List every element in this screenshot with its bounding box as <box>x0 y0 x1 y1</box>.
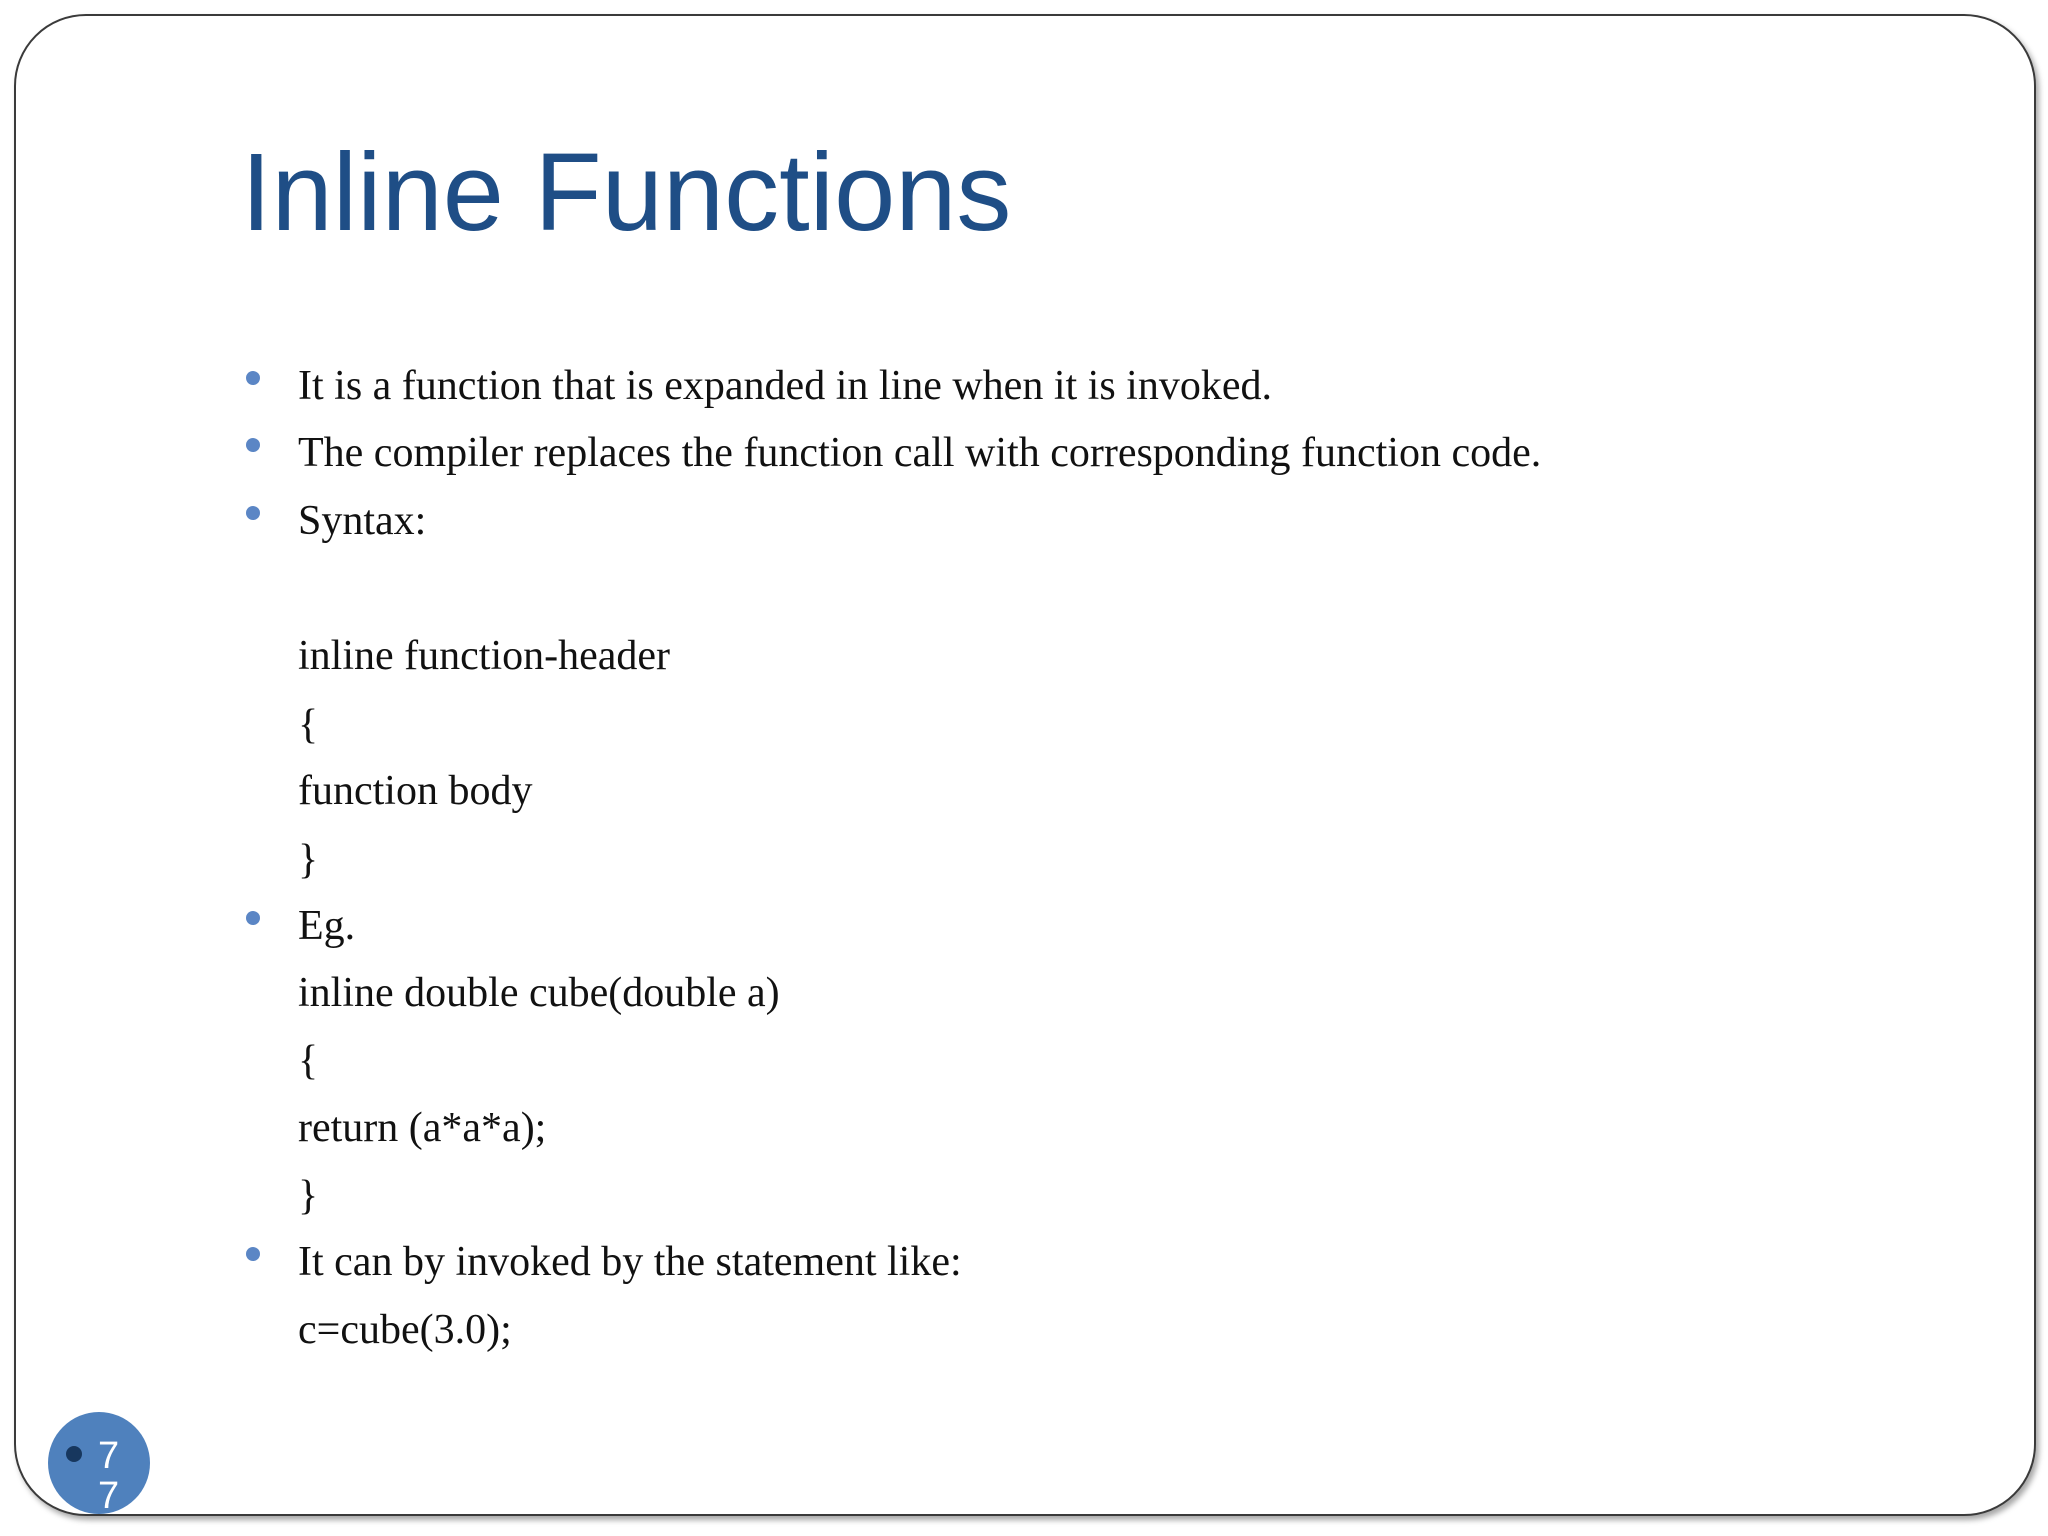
bullet-text: Syntax: <box>298 498 427 544</box>
bullet-marker <box>246 911 260 925</box>
badge-dot <box>66 1446 82 1462</box>
example-line: return (a*a*a); <box>298 1105 547 1151</box>
bullet-text: It is a function that is expanded in line when it is invoked. <box>298 363 1272 409</box>
slide-body <box>16 16 2034 1514</box>
example-line: { <box>298 1038 319 1084</box>
slide-frame <box>14 14 2036 1516</box>
bullet-marker <box>246 438 260 452</box>
invoke-code: c=cube(3.0); <box>298 1307 512 1353</box>
bullet-marker <box>246 1247 260 1261</box>
slide-title: Inline Functions <box>241 131 1012 254</box>
slide-number-badge <box>48 1412 150 1514</box>
invoke-bullet-text: It can by invoked by the statement like: <box>298 1239 962 1285</box>
syntax-line: } <box>298 837 319 883</box>
example-line: } <box>298 1173 319 1219</box>
example-label: Eg. <box>298 903 356 949</box>
bullet-text: The compiler replaces the function call with corresponding function code. <box>298 430 1542 476</box>
bullet-marker <box>246 371 260 385</box>
bullet-marker <box>246 506 260 520</box>
syntax-line: function body <box>298 768 533 814</box>
example-line: inline double cube(double a) <box>298 970 780 1016</box>
slide-number: 77 <box>98 1435 120 1514</box>
syntax-line: inline function-header <box>298 633 671 679</box>
syntax-line: { <box>298 702 319 748</box>
